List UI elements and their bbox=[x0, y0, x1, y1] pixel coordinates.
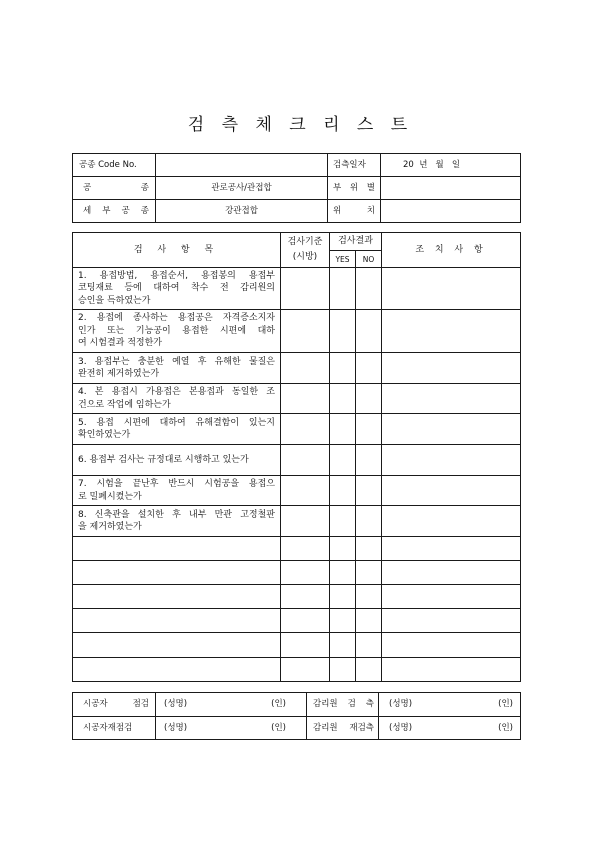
checklist-row bbox=[73, 414, 521, 445]
action-cell bbox=[382, 384, 521, 414]
yes-cell bbox=[330, 414, 356, 445]
action-cell bbox=[382, 561, 521, 585]
no-cell bbox=[356, 506, 382, 537]
action-cell bbox=[382, 506, 521, 537]
work-type-value: 관로공사/관접합 bbox=[156, 177, 328, 200]
standard-cell bbox=[281, 658, 330, 682]
signature-table bbox=[72, 692, 521, 740]
checklist-item-line: 코팅재료 등에 대하여 착수 전 감리원의 bbox=[78, 283, 275, 294]
action-cell bbox=[382, 310, 521, 353]
no-cell bbox=[356, 414, 382, 445]
location-value bbox=[381, 200, 521, 223]
checklist-item-text bbox=[73, 633, 281, 658]
action-cell bbox=[382, 609, 521, 633]
signature-row bbox=[73, 717, 521, 740]
standard-cell bbox=[281, 633, 330, 658]
header-action: 조 치 사 항 bbox=[382, 233, 521, 268]
sub-work-type-label: 세 부 공 종 bbox=[73, 200, 156, 223]
standard-cell bbox=[281, 585, 330, 609]
contractor-check-label: 시공자 점검 bbox=[73, 693, 156, 717]
action-cell bbox=[382, 585, 521, 609]
yes-cell bbox=[330, 633, 356, 658]
part-value bbox=[381, 177, 521, 200]
standard-cell bbox=[281, 268, 330, 310]
checklist-item-text bbox=[73, 658, 281, 682]
yes-cell bbox=[330, 561, 356, 585]
no-cell bbox=[356, 445, 382, 476]
checklist-item-text bbox=[73, 537, 281, 561]
work-code-value bbox=[156, 154, 328, 177]
checklist-item-text bbox=[73, 609, 281, 633]
header-standard bbox=[281, 233, 330, 268]
standard-cell bbox=[281, 414, 330, 445]
yes-cell bbox=[330, 384, 356, 414]
work-type-label: 공 종 bbox=[73, 177, 156, 200]
checklist-blank-row bbox=[73, 609, 521, 633]
checklist-item-line: 7. 시험을 끝난후 반드시 시험공을 용접으 bbox=[78, 479, 275, 489]
no-cell bbox=[356, 310, 382, 353]
standard-cell bbox=[281, 609, 330, 633]
action-cell bbox=[382, 633, 521, 658]
checklist-row bbox=[73, 310, 521, 353]
checklist-item-line: 4. 본 용접시 가용접은 본용접과 동일한 조 bbox=[78, 387, 275, 397]
standard-cell bbox=[281, 445, 330, 476]
header-yes: YES bbox=[330, 251, 356, 268]
standard-cell bbox=[281, 506, 330, 537]
checklist-row bbox=[73, 445, 521, 476]
seal-label: (인) bbox=[271, 722, 286, 733]
no-cell bbox=[356, 561, 382, 585]
no-cell bbox=[356, 609, 382, 633]
contractor-recheck-label: 시공자재점검 bbox=[73, 717, 156, 740]
header-result: 검사결과 bbox=[330, 233, 382, 251]
checklist-blank-row bbox=[73, 585, 521, 609]
checklist-item-line: 완전히 제거하였는가 bbox=[78, 369, 160, 379]
checklist-table bbox=[72, 232, 521, 682]
checklist-item-text bbox=[73, 476, 281, 506]
checklist-item-line: 건으로 작업에 임하는가 bbox=[78, 399, 171, 410]
action-cell bbox=[382, 658, 521, 682]
yes-cell bbox=[330, 658, 356, 682]
checklist-row bbox=[73, 353, 521, 384]
info-row bbox=[73, 200, 521, 223]
action-cell bbox=[382, 414, 521, 445]
checklist-row bbox=[73, 476, 521, 506]
checklist-item-line: 승인을 득하였는가 bbox=[78, 295, 151, 306]
checklist-item-text bbox=[73, 561, 281, 585]
seal-label: (인) bbox=[271, 699, 286, 710]
name-label: (성명) bbox=[164, 699, 188, 710]
no-cell bbox=[356, 353, 382, 384]
checklist-item-line: 5. 용접 시편에 대하여 유해결함이 있는지 bbox=[78, 417, 275, 428]
checklist-row bbox=[73, 384, 521, 414]
contractor-sign-cell bbox=[156, 717, 307, 740]
supervisor-sign-cell bbox=[379, 693, 521, 717]
yes-cell bbox=[330, 476, 356, 506]
yes-cell bbox=[330, 537, 356, 561]
signature-row bbox=[73, 693, 521, 717]
no-cell bbox=[356, 384, 382, 414]
work-code-label: 공종 Code No. bbox=[73, 154, 156, 177]
checklist-item-text bbox=[73, 585, 281, 609]
standard-cell bbox=[281, 476, 330, 506]
no-cell bbox=[356, 268, 382, 310]
action-cell bbox=[382, 445, 521, 476]
name-label: (성명) bbox=[389, 722, 413, 733]
supervisor-reinspect-label: 감리원 재검측 bbox=[307, 717, 379, 740]
supervisor-inspect-label: 감리원 검 측 bbox=[307, 693, 379, 717]
inspection-date-label: 검측일자 bbox=[328, 154, 381, 177]
header-inspection-item: 검 사 항 목 bbox=[73, 233, 281, 268]
checklist-blank-row bbox=[73, 537, 521, 561]
location-label: 위 치 bbox=[328, 200, 381, 223]
no-cell bbox=[356, 658, 382, 682]
checklist-item-text bbox=[73, 310, 281, 353]
document-title: 검 측 체 크 리 스 트 bbox=[187, 115, 414, 135]
checklist-item-line: 확인하였는가 bbox=[78, 430, 131, 440]
checklist-item-line: 1. 용접방법, 용접순서, 용접봉의 용접부 bbox=[78, 270, 275, 281]
seal-label: (인) bbox=[498, 699, 513, 710]
checklist-item-line: 2. 용접에 종사하는 용접공은 자격증소지자 bbox=[78, 313, 275, 324]
info-row bbox=[73, 154, 521, 177]
standard-cell bbox=[281, 384, 330, 414]
checklist-item-line: 6. 용접부 검사는 규정대로 시행하고 있는가 bbox=[78, 454, 249, 465]
yes-cell bbox=[330, 609, 356, 633]
no-cell bbox=[356, 585, 382, 609]
yes-cell bbox=[330, 268, 356, 310]
part-label: 부 위 별 bbox=[328, 177, 381, 200]
contractor-sign-cell bbox=[156, 693, 307, 717]
header-no: NO bbox=[356, 251, 382, 268]
checklist-item-line: 로 밀폐시켰는가 bbox=[78, 491, 142, 502]
no-cell bbox=[356, 633, 382, 658]
checklist-body bbox=[73, 268, 521, 682]
yes-cell bbox=[330, 506, 356, 537]
header-standard-line2: (시방) bbox=[292, 252, 318, 262]
checklist-item-line: 3. 용접부는 충분한 예열 후 유해한 물질은 bbox=[78, 356, 275, 367]
standard-cell bbox=[281, 561, 330, 585]
action-cell bbox=[382, 537, 521, 561]
name-label: (성명) bbox=[389, 699, 413, 710]
name-label: (성명) bbox=[164, 722, 188, 733]
checklist-item-text bbox=[73, 268, 281, 310]
action-cell bbox=[382, 353, 521, 384]
yes-cell bbox=[330, 310, 356, 353]
checklist-blank-row bbox=[73, 561, 521, 585]
header-standard-line1: 검사기준 bbox=[287, 237, 323, 247]
checklist-row bbox=[73, 268, 521, 310]
checklist-header-row bbox=[73, 233, 521, 251]
checklist-blank-row bbox=[73, 633, 521, 658]
no-cell bbox=[356, 476, 382, 506]
standard-cell bbox=[281, 353, 330, 384]
checklist-item-text bbox=[73, 384, 281, 414]
checklist-item-line: 인가 또는 기능공이 용접한 시편에 대하 bbox=[78, 325, 275, 336]
checklist-item-text bbox=[73, 445, 281, 476]
info-row bbox=[73, 177, 521, 200]
checklist-item-text bbox=[73, 353, 281, 384]
action-cell bbox=[382, 268, 521, 310]
yes-cell bbox=[330, 585, 356, 609]
checklist-item-text bbox=[73, 506, 281, 537]
action-cell bbox=[382, 476, 521, 506]
supervisor-sign-cell bbox=[379, 717, 521, 740]
checklist-item-text bbox=[73, 414, 281, 445]
no-cell bbox=[356, 537, 382, 561]
yes-cell bbox=[330, 445, 356, 476]
checklist-row bbox=[73, 506, 521, 537]
standard-cell bbox=[281, 310, 330, 353]
inspection-date-value: 20 년 월 일 bbox=[381, 154, 521, 177]
sub-work-type-value: 강관접합 bbox=[156, 200, 328, 223]
checklist-item-line: 여 시험결과 적정한가 bbox=[78, 338, 162, 349]
checklist-item-line: 8. 신축관을 설치한 후 내부 만관 고정철판 bbox=[78, 509, 275, 520]
standard-cell bbox=[281, 537, 330, 561]
checklist-item-line: 을 제거하였는가 bbox=[78, 522, 142, 532]
seal-label: (인) bbox=[498, 722, 513, 733]
checklist-blank-row bbox=[73, 658, 521, 682]
yes-cell bbox=[330, 353, 356, 384]
info-table bbox=[72, 153, 521, 223]
